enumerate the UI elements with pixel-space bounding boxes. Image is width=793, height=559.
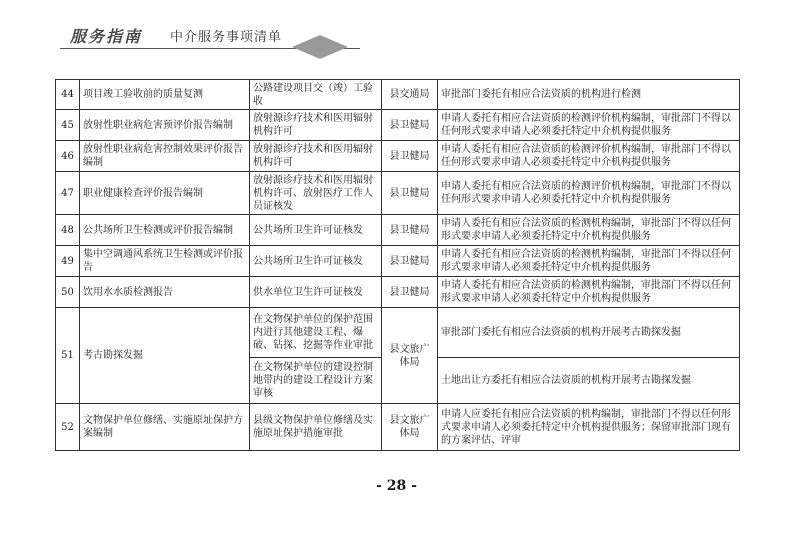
table-row [56,172,740,215]
header-title: 服务指南 [70,27,143,46]
service-item: 饮用水水质检测报告 [80,277,250,308]
requirement: 土地出让方委托有相应合法资质的机构开展考古勘探发掘 [438,358,740,404]
row-number: 46 [56,141,80,172]
approval-basis: 公路建设项目交（竣）工验收 [250,80,382,110]
requirement: 审批部门委托有相应合法资质的机构开展考古勘探发掘 [438,308,740,358]
service-item: 项目竣工验收前的质量复测 [80,80,250,110]
page-header [0,0,793,62]
department: 县卫健局 [382,110,438,141]
approval-basis: 县级文物保护单位修缮及实施原址保护措施审批 [250,404,382,451]
approval-basis: 放射源诊疗技术和医用辐射机构许可、放射医疗工作人员证核发 [250,172,382,215]
requirement: 申请人应委托有相应合法资质的机构编制，审批部门不得以任何形式要求申请人必须委托特定中介机构提供服务；保留审批部门现有的方案评估、评审 [438,404,740,451]
requirement: 申请人委托有相应合法资质的检测评价机构编制，审批部门不得以任何形式要求申请人必须委托特定中介机构提供服务 [438,141,740,172]
service-item: 考古勘探发掘 [80,308,250,404]
row-number: 51 [56,308,80,404]
row-number: 44 [56,80,80,110]
service-item: 职业健康检查评价报告编制 [80,172,250,215]
requirement: 申请人委托有相应合法资质的检测评价机构编制，审批部门不得以任何形式要求申请人必须委托特定中介机构提供服务 [438,110,740,141]
intermediary-services-table [55,79,740,451]
row-number: 48 [56,215,80,246]
department: 县卫健局 [382,172,438,215]
service-item: 集中空调通风系统卫生检测或评价报告 [80,246,250,277]
table-row [56,215,740,246]
approval-basis: 放射源诊疗技术和医用辐射机构许可 [250,110,382,141]
table-row [56,308,740,358]
approval-basis: 在文物保护单位的建设控制地带内的建设工程设计方案审核 [250,358,382,404]
approval-basis: 供水单位卫生许可证核发 [250,277,382,308]
header-diamond-icon [292,35,348,59]
requirement: 申请人委托有相应合法资质的检测机构编制，审批部门不得以任何形式要求申请人必须委托特定中介机构提供服务 [438,246,740,277]
header-subtitle: 中介服务事项清单 [170,30,283,45]
department: 县卫健局 [382,246,438,277]
approval-basis: 在文物保护单位的保护范围内进行其他建设工程、爆破、钻探、挖掘等作业审批 [250,308,382,358]
row-number: 49 [56,246,80,277]
service-item: 公共场所卫生检测或评价报告编制 [80,215,250,246]
service-item: 放射性职业病危害预评价报告编制 [80,110,250,141]
requirement: 申请人委托有相应合法资质的检测评价机构编制，审批部门不得以任何形式要求申请人必须委托特定中介机构提供服务 [438,172,740,215]
table-row [56,246,740,277]
service-item: 放射性职业病危害控制效果评价报告编制 [80,141,250,172]
department: 县文旅广体局 [382,404,438,451]
requirement: 审批部门委托有相应合法资质的机构进行检测 [438,80,740,110]
row-number: 47 [56,172,80,215]
row-number: 45 [56,110,80,141]
row-number: 50 [56,277,80,308]
table-row [56,80,740,110]
row-number: 52 [56,404,80,451]
department: 县文旅广体局 [382,308,438,404]
department: 县交通局 [382,80,438,110]
approval-basis: 公共场所卫生许可证核发 [250,246,382,277]
page-number: - 28 - [376,478,417,494]
table-row [56,277,740,308]
requirement: 申请人委托有相应合法资质的检测机构编制，审批部门不得以任何形式要求申请人必须委托特定中介机构提供服务 [438,277,740,308]
table-row [56,141,740,172]
department: 县卫健局 [382,141,438,172]
approval-basis: 放射源诊疗技术和医用辐射机构许可 [250,141,382,172]
service-item: 文物保护单位修缮、实施原址保护方案编制 [80,404,250,451]
requirement: 申请人委托有相应合法资质的检测机构编制，审批部门不得以任何形式要求申请人必须委托特定中介机构提供服务 [438,215,740,246]
table-row [56,404,740,451]
department: 县卫健局 [382,215,438,246]
table-row [56,110,740,141]
department: 县卫健局 [382,277,438,308]
approval-basis: 公共场所卫生许可证核发 [250,215,382,246]
